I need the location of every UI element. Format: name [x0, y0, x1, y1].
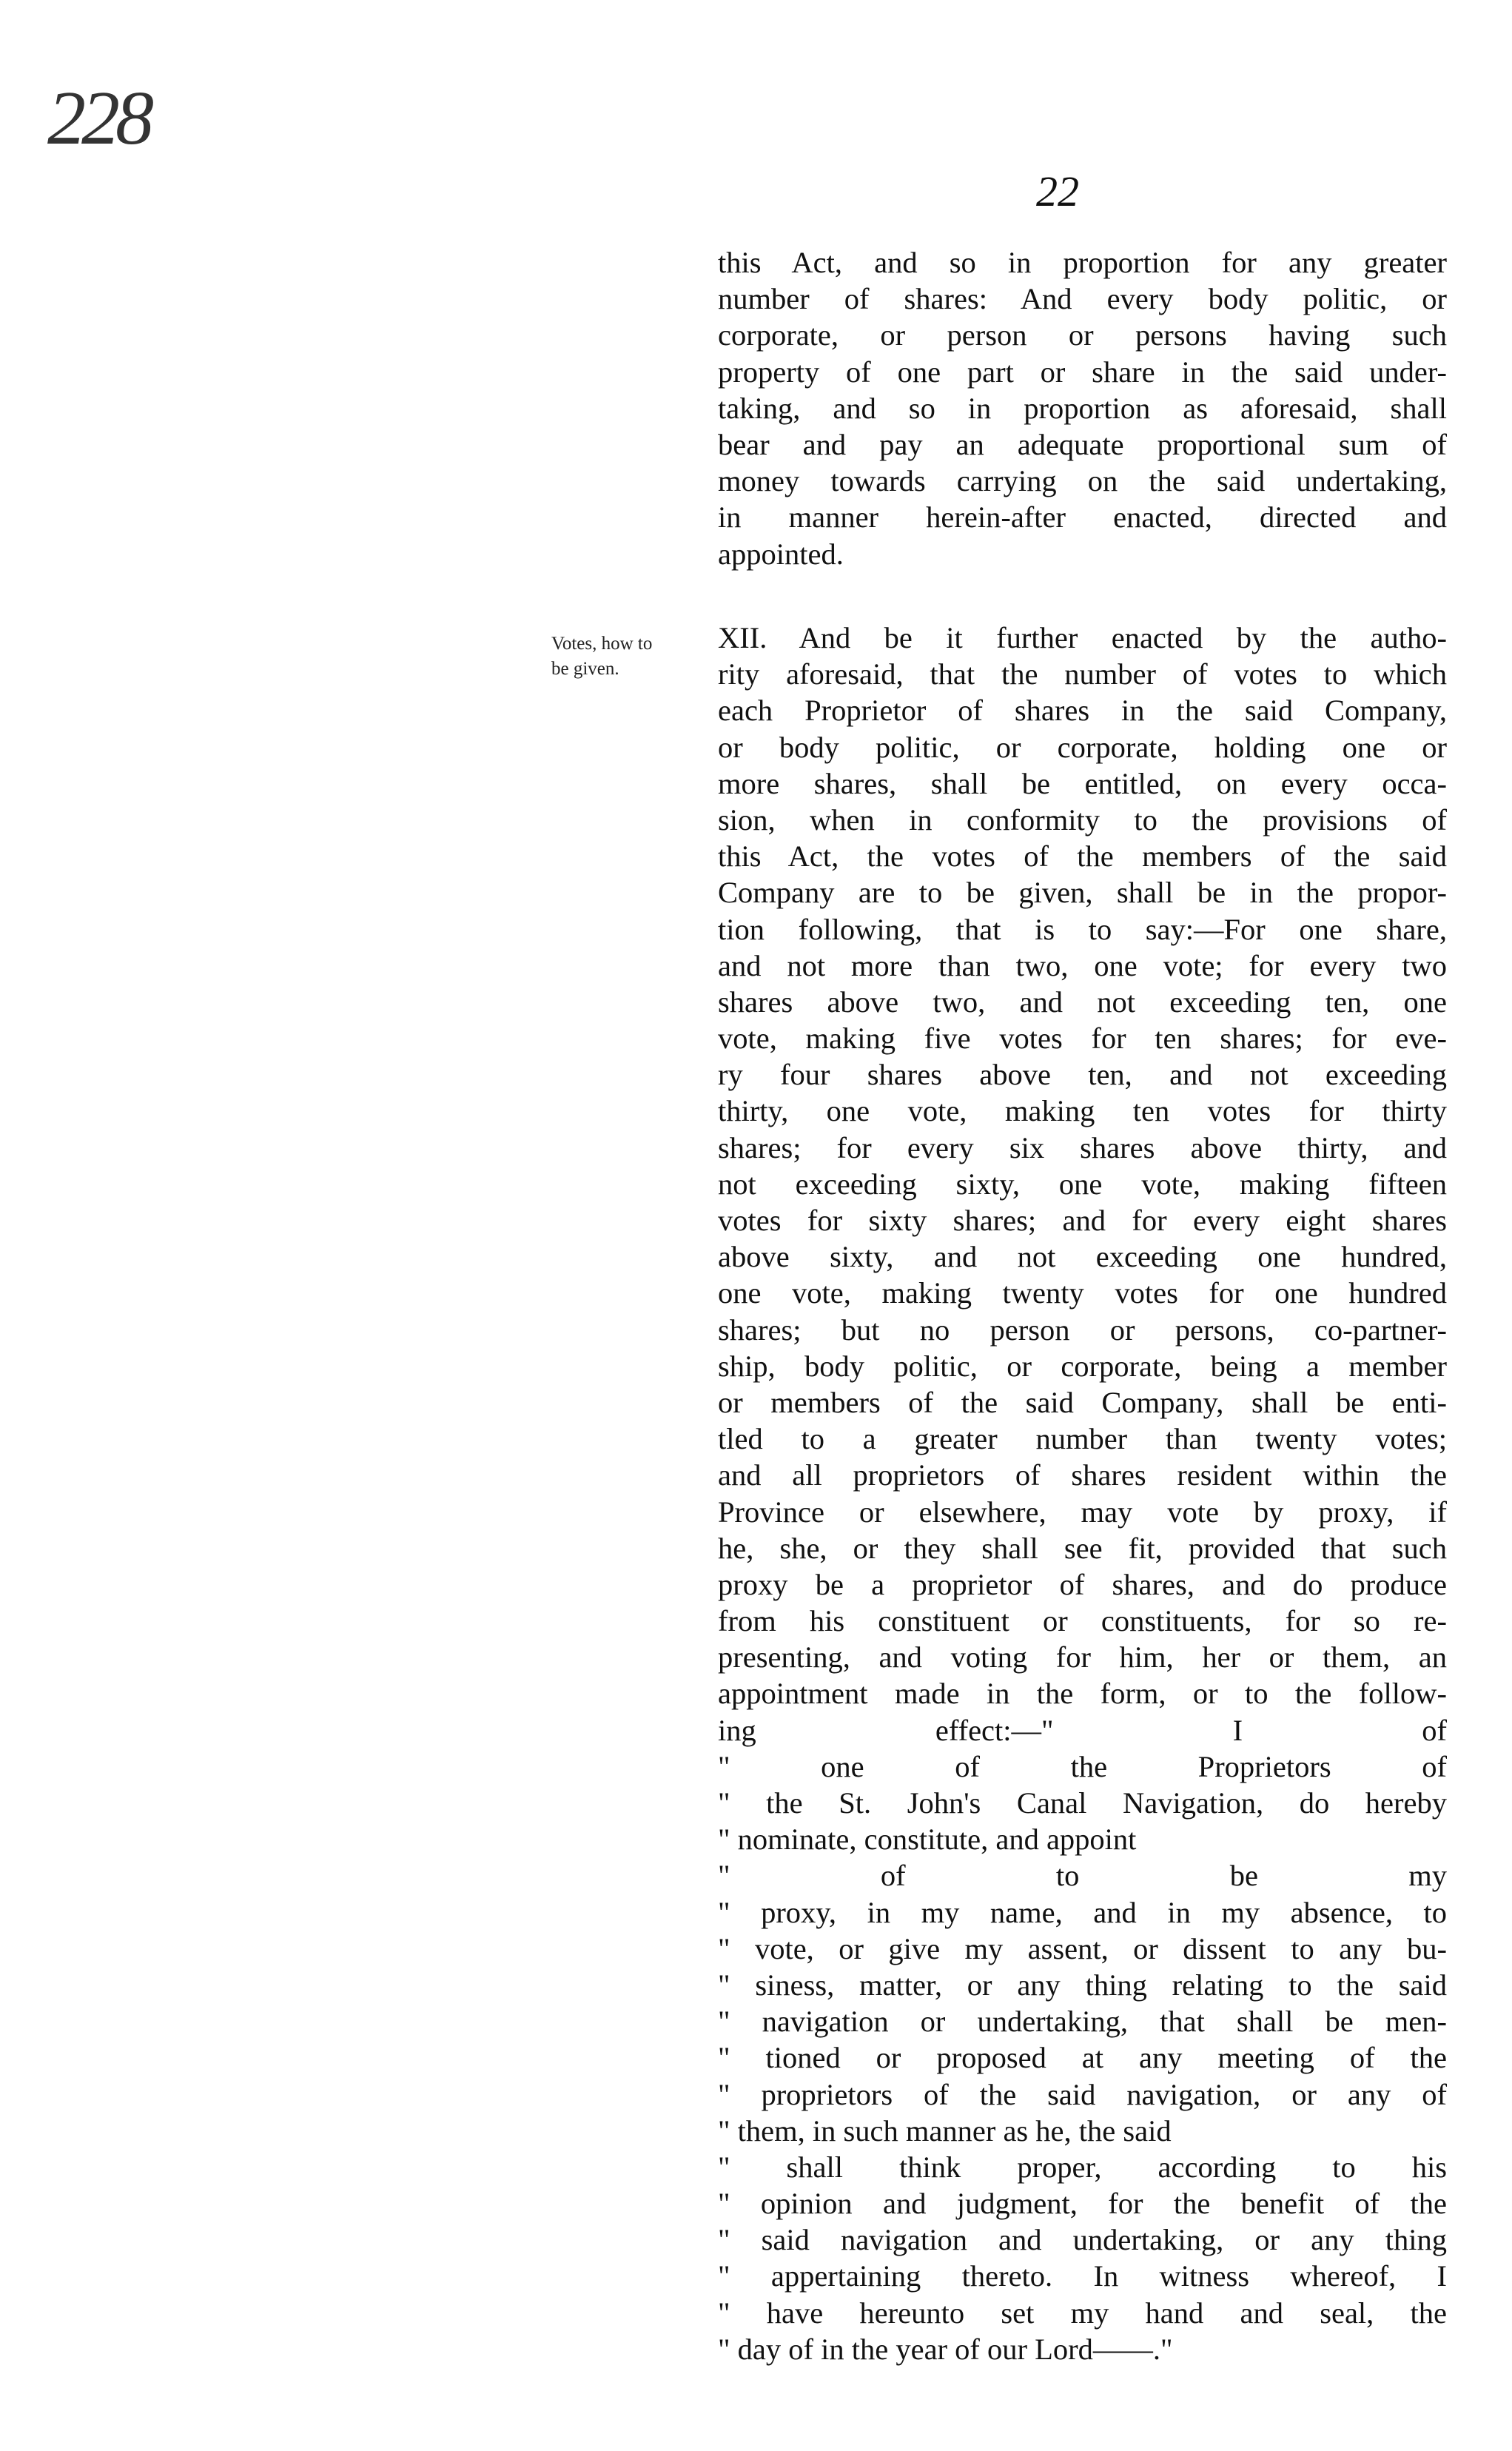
text-line: or members of the said Company, shall be enti-: [718, 1385, 1447, 1419]
text-line: one vote, making twenty votes for one hundred: [718, 1276, 1447, 1310]
text-line: in manner herein-after enacted, directed and: [718, 500, 1447, 534]
text-line: " opinion and judgment, for the benefit of the: [718, 2187, 1447, 2221]
text-line: ship, body politic, or corporate, being a member: [718, 1349, 1447, 1383]
text-line: " the St. John's Canal Navigation, do hereby: [718, 1786, 1447, 1820]
text-line: taking, and so in proportion as aforesaid, shall: [718, 391, 1447, 425]
text-line: bear and pay an adequate proportional sum of: [718, 427, 1447, 461]
text-line: presenting, and voting for him, her or them, an: [718, 1640, 1447, 1674]
text-line: or body politic, or corporate, holding one or: [718, 730, 1447, 764]
text-line: shares; but no person or persons, co-partner-: [718, 1312, 1447, 1347]
text-line: " have hereunto set my hand and seal, the: [718, 2296, 1447, 2330]
text-line: he, she, or they shall see fit, provided that such: [718, 1531, 1447, 1565]
text-line: " of to be my: [718, 1859, 1447, 1893]
text-block-section-xii: [718, 620, 1447, 2367]
text-line: " them, in such manner as he, the said: [718, 2113, 1172, 2147]
text-line: " navigation or undertaking, that shall be men-: [718, 2005, 1447, 2039]
text-line: money towards carrying on the said undertaking,: [718, 464, 1447, 498]
text-line: number of shares: And every body politic, or: [718, 282, 1447, 316]
text-line: XII. And be it further enacted by the autho-: [718, 621, 1447, 654]
text-line: this Act, and so in proportion for any greater: [718, 246, 1447, 279]
text-line: " appertaining thereto. In witness whereof, I: [718, 2259, 1447, 2293]
text-line: shares above two, and not exceeding ten, one: [718, 985, 1447, 1019]
text-line: Company are to be given, shall be in the propor-: [718, 876, 1447, 910]
text-line: tled to a greater number than twenty votes;: [718, 1422, 1447, 1456]
text-line: tion following, that is to say:—For one share,: [718, 912, 1447, 946]
page-number: 22: [1036, 167, 1079, 215]
text-line: " nominate, constitute, and appoint: [718, 1823, 1137, 1857]
text-line: " tioned or proposed at any meeting of the: [718, 2041, 1447, 2075]
text-line: not exceeding sixty, one vote, making fifteen: [718, 1167, 1447, 1201]
text-line: " one of the Proprietors of: [718, 1749, 1447, 1783]
text-line: and all proprietors of shares resident within the: [718, 1458, 1447, 1492]
text-line: " proprietors of the said navigation, or any of: [718, 2077, 1447, 2111]
text-line: rity aforesaid, that the number of votes to which: [718, 657, 1447, 691]
text-line: shares; for every six shares above thirty, and: [718, 1130, 1447, 1164]
text-line: more shares, shall be entitled, on every occa-: [718, 766, 1447, 800]
text-line: above sixty, and not exceeding one hundred,: [718, 1240, 1447, 1274]
text-line: " shall think proper, according to his: [718, 2150, 1447, 2184]
text-line: appointed.: [718, 537, 844, 571]
text-line: each Proprietor of shares in the said Company,: [718, 694, 1447, 728]
text-line: votes for sixty shares; and for every eight shares: [718, 1204, 1447, 1237]
text-line: sion, when in conformity to the provisions of: [718, 802, 1447, 836]
text-line: and not more than two, one vote; for every two: [718, 948, 1447, 982]
text-line: " proxy, in my name, and in my absence, to: [718, 1895, 1447, 1929]
text-line: " said navigation and undertaking, or any thing: [718, 2223, 1447, 2257]
text-line: appointment made in the form, or to the follow-: [718, 1677, 1447, 1711]
text-line: corporate, or person or persons having such: [718, 318, 1447, 352]
text-line: ry four shares above ten, and not exceeding: [718, 1058, 1447, 1092]
text-line: " vote, or give my assent, or dissent to any bu-: [718, 1931, 1447, 1965]
text-line: thirty, one vote, making ten votes for thirty: [718, 1094, 1447, 1128]
margin-note-line: Votes, how to: [551, 634, 653, 654]
text-line: " siness, matter, or any thing relating to the said: [718, 1968, 1447, 2002]
text-line: property of one part or share in the said under-: [718, 355, 1447, 389]
text-line: proxy be a proprietor of shares, and do produce: [718, 1567, 1447, 1601]
margin-note: [551, 631, 662, 682]
text-line: ing effect:—" I of: [718, 1713, 1447, 1747]
text-line: Province or elsewhere, may vote by proxy, if: [718, 1495, 1447, 1529]
text-line: from his constituent or constituents, for so re-: [718, 1604, 1447, 1638]
handwritten-page-mark: 228: [47, 76, 149, 161]
text-block-continuation: [718, 244, 1447, 572]
text-line: " day of in the year of our Lord——.": [718, 2332, 1173, 2366]
text-line: this Act, the votes of the members of the said: [718, 839, 1447, 874]
text-line: vote, making five votes for ten shares; for eve-: [718, 1022, 1447, 1056]
margin-note-line: be given.: [551, 659, 619, 679]
